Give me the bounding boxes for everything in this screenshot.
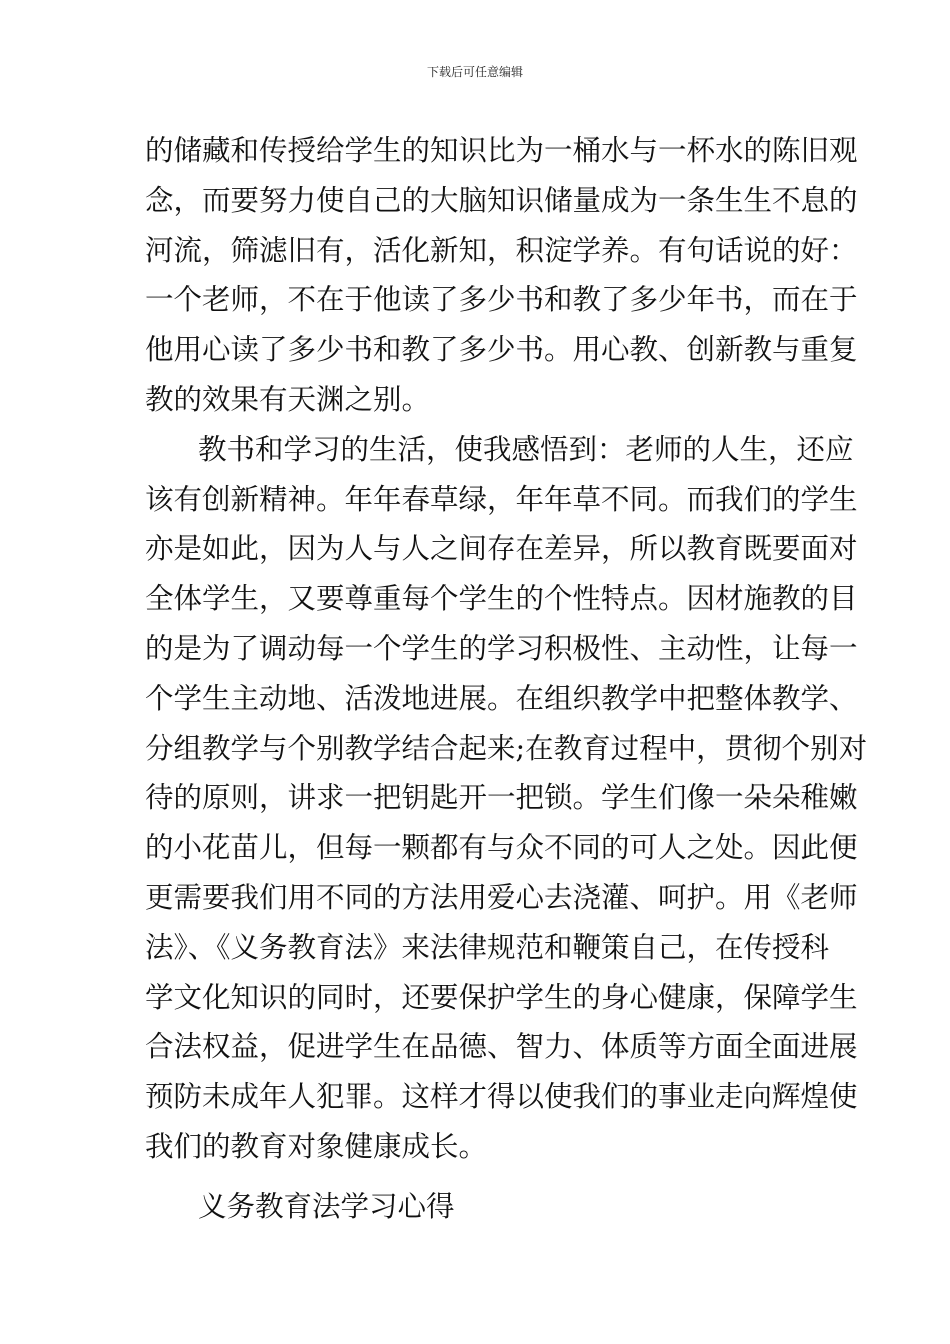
- text-line: 学文化知识的同时，还要保护学生的身心健康，保障学生: [145, 980, 858, 1014]
- text-line: 个学生主动地、活泼地进展。在组织教学中把整体教学、: [145, 681, 858, 715]
- text-line: 教的效果有天渊之别。: [145, 382, 431, 416]
- text-line: 的储藏和传授给学生的知识比为一桶水与一杯水的陈旧观: [145, 134, 858, 167]
- section-title: 义务教育法学习心得: [198, 1189, 455, 1223]
- text-line: 我们的教育对象健康成长。: [145, 1129, 488, 1163]
- page-header: 下载后可任意编辑: [426, 65, 523, 79]
- text-line: 一个老师，不在于他读了多少书和教了多少年书，而在于: [145, 283, 858, 317]
- text-line: 更需要我们用不同的方法用爱心去浇灌、呵护。用《老师: [145, 880, 858, 914]
- text-line: 的是为了调动每一个学生的学习积极性、主动性，让每一: [145, 631, 858, 665]
- text-line: 分组教学与个别教学结合起来;在教育过程中，贯彻个别对: [145, 731, 868, 765]
- text-line: 亦是如此，因为人与人之间存在差异，所以教育既要面对: [145, 532, 858, 566]
- text-line: 教书和学习的生活，使我感悟到：老师的人生，还应: [198, 432, 854, 466]
- paragraph-2: [145, 425, 868, 1172]
- text-line: 待的原则，讲求一把钥匙开一把锁。学生们像一朵朵稚嫩: [145, 781, 858, 815]
- text-line: 他用心读了多少书和教了多少书。用心教、创新教与重复: [145, 333, 858, 367]
- paragraph-1: [145, 126, 858, 425]
- text-line: 全体学生，又要尊重每个学生的个性特点。因材施教的目: [145, 582, 858, 616]
- text-line: 河流，筛滤旧有，活化新知，积淀学养。有句话说的好：: [145, 233, 858, 267]
- document-body: [145, 126, 868, 1232]
- text-line: 的小花苗儿，但每一颗都有与众不同的可人之处。因此便: [145, 831, 858, 865]
- text-line: 合法权益，促进学生在品德、智力、体质等方面全面进展: [145, 1030, 858, 1064]
- text-line: 该有创新精神。年年春草绿，年年草不同。而我们的学生: [145, 482, 858, 516]
- text-line: 念，而要努力使自己的大脑知识储量成为一条生生不息的: [145, 183, 858, 217]
- text-line: 法》、《义务教育法》来法律规范和鞭策自己，在传授科: [145, 930, 830, 964]
- text-line: 预防未成年人犯罪。这样才得以使我们的事业走向辉煌使: [145, 1080, 858, 1114]
